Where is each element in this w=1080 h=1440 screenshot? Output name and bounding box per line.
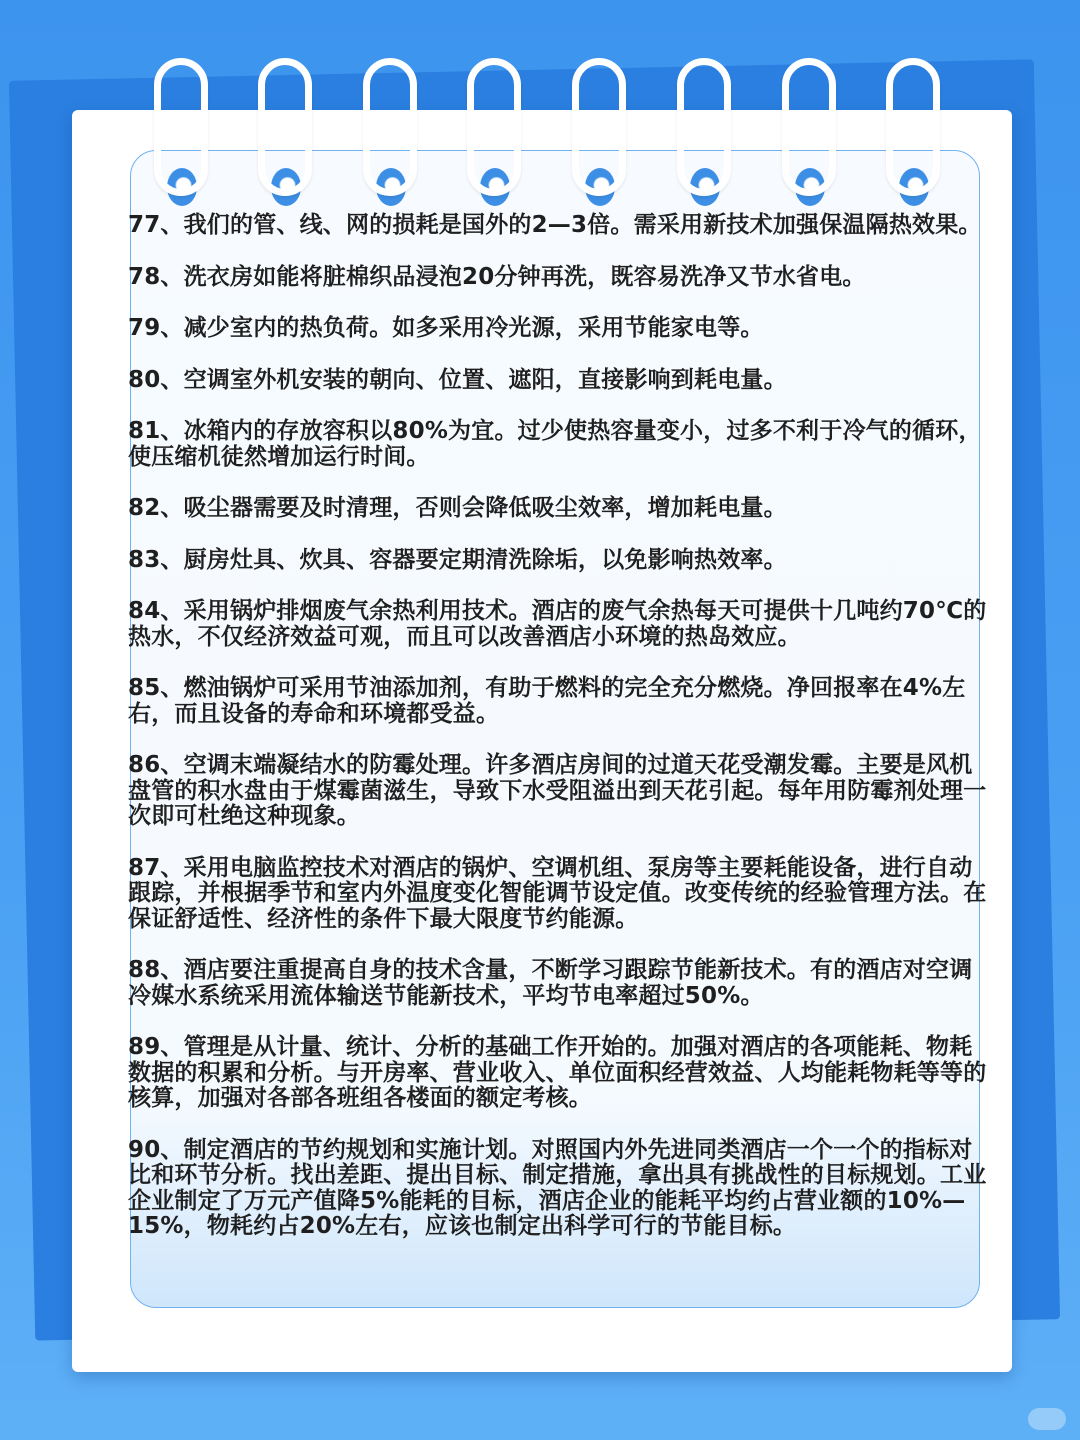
spiral-ring bbox=[363, 58, 417, 196]
tips-list bbox=[128, 213, 988, 1266]
list-item: 83、厨房灶具、炊具、容器要定期清洗除垢，以免影响热效率。 bbox=[128, 546, 787, 573]
spiral-ring bbox=[677, 58, 731, 196]
list-item: 86、空调末端凝结水的防霉处理。许多酒店房间的过道天花受潮发霉。主要是风机盘管的积水盘由于煤霉菌滋生，导致下水受阻溢出到天花引起。每年用防霉剂处理一次即可杜绝这种现象。 bbox=[128, 752, 987, 829]
spiral-ring bbox=[572, 58, 626, 196]
list-item: 84、采用锅炉排烟废气余热利用技术。酒店的废气余热每天可提供十几吨约70℃的热水，不仅经济效益可观，而且可以改善酒店小环境的热岛效应。 bbox=[128, 598, 987, 650]
list-item: 80、空调室外机安装的朝向、位置、遮阳，直接影响到耗电量。 bbox=[128, 366, 787, 393]
watermark-badge bbox=[1028, 1408, 1066, 1430]
list-item: 79、减少室内的热负荷。如多采用冷光源，采用节能家电等。 bbox=[128, 315, 764, 341]
spiral-ring bbox=[886, 58, 940, 196]
list-item: 78、洗衣房如能将脏棉织品浸泡20分钟再洗，既容易洗净又节水省电。 bbox=[128, 263, 866, 290]
spiral-ring bbox=[782, 58, 836, 196]
list-item: 82、吸尘器需要及时清理，否则会降低吸尘效率，增加耗电量。 bbox=[128, 495, 787, 521]
list-item: 87、采用电脑监控技术对酒店的锅炉、空调机组、泵房等主要耗能设备，进行自动跟踪，并根据季节和室内外温度变化智能调节设定值。改变传统的经验管理方法。在保证舒适性、经济性的条件下最大限度节约能源。 bbox=[128, 854, 987, 932]
list-item: 85、燃油锅炉可采用节油添加剂，有助于燃料的完全充分燃烧。净回报率在4%左右，而且设备的寿命和环境都受益。 bbox=[128, 675, 966, 727]
list-item: 90、制定酒店的节约规划和实施计划。对照国内外先进同类酒店一个一个的指标对比和环节分析。找出差距、提出目标、制定措施，拿出具有挑战性的目标规划。工业企业制定了万元产值降5%能耗的目标，酒店企业的能耗平均约占营业额的10%—15%，物耗约占20%左右，应该也制定出科学可行的节能目标。 bbox=[128, 1136, 987, 1239]
list-item: 81、冰箱内的存放容积以80%为宜。过少使热容量变小，过多不利于冷气的循环，使压缩机徒然增加运行时间。 bbox=[128, 418, 982, 470]
spiral-ring bbox=[258, 58, 312, 196]
list-item: 89、管理是从计量、统计、分析的基础工作开始的。加强对酒店的各项能耗、物耗数据的积累和分析。与开房率、营业收入、单位面积经营效益、人均能耗物耗等等的核算，加强对各部各班组各楼面的额定考核。 bbox=[128, 1034, 987, 1111]
list-item: 88、酒店要注重提高自身的技术含量，不断学习跟踪节能新技术。有的酒店对空调冷媒水系统采用流体输送节能新技术，平均节电率超过50%。 bbox=[128, 957, 973, 1009]
spiral-ring bbox=[467, 58, 521, 196]
list-item: 77、我们的管、线、网的损耗是国外的2—3倍。需采用新技术加强保温隔热效果。 bbox=[128, 212, 982, 238]
spiral-ring bbox=[154, 58, 208, 196]
